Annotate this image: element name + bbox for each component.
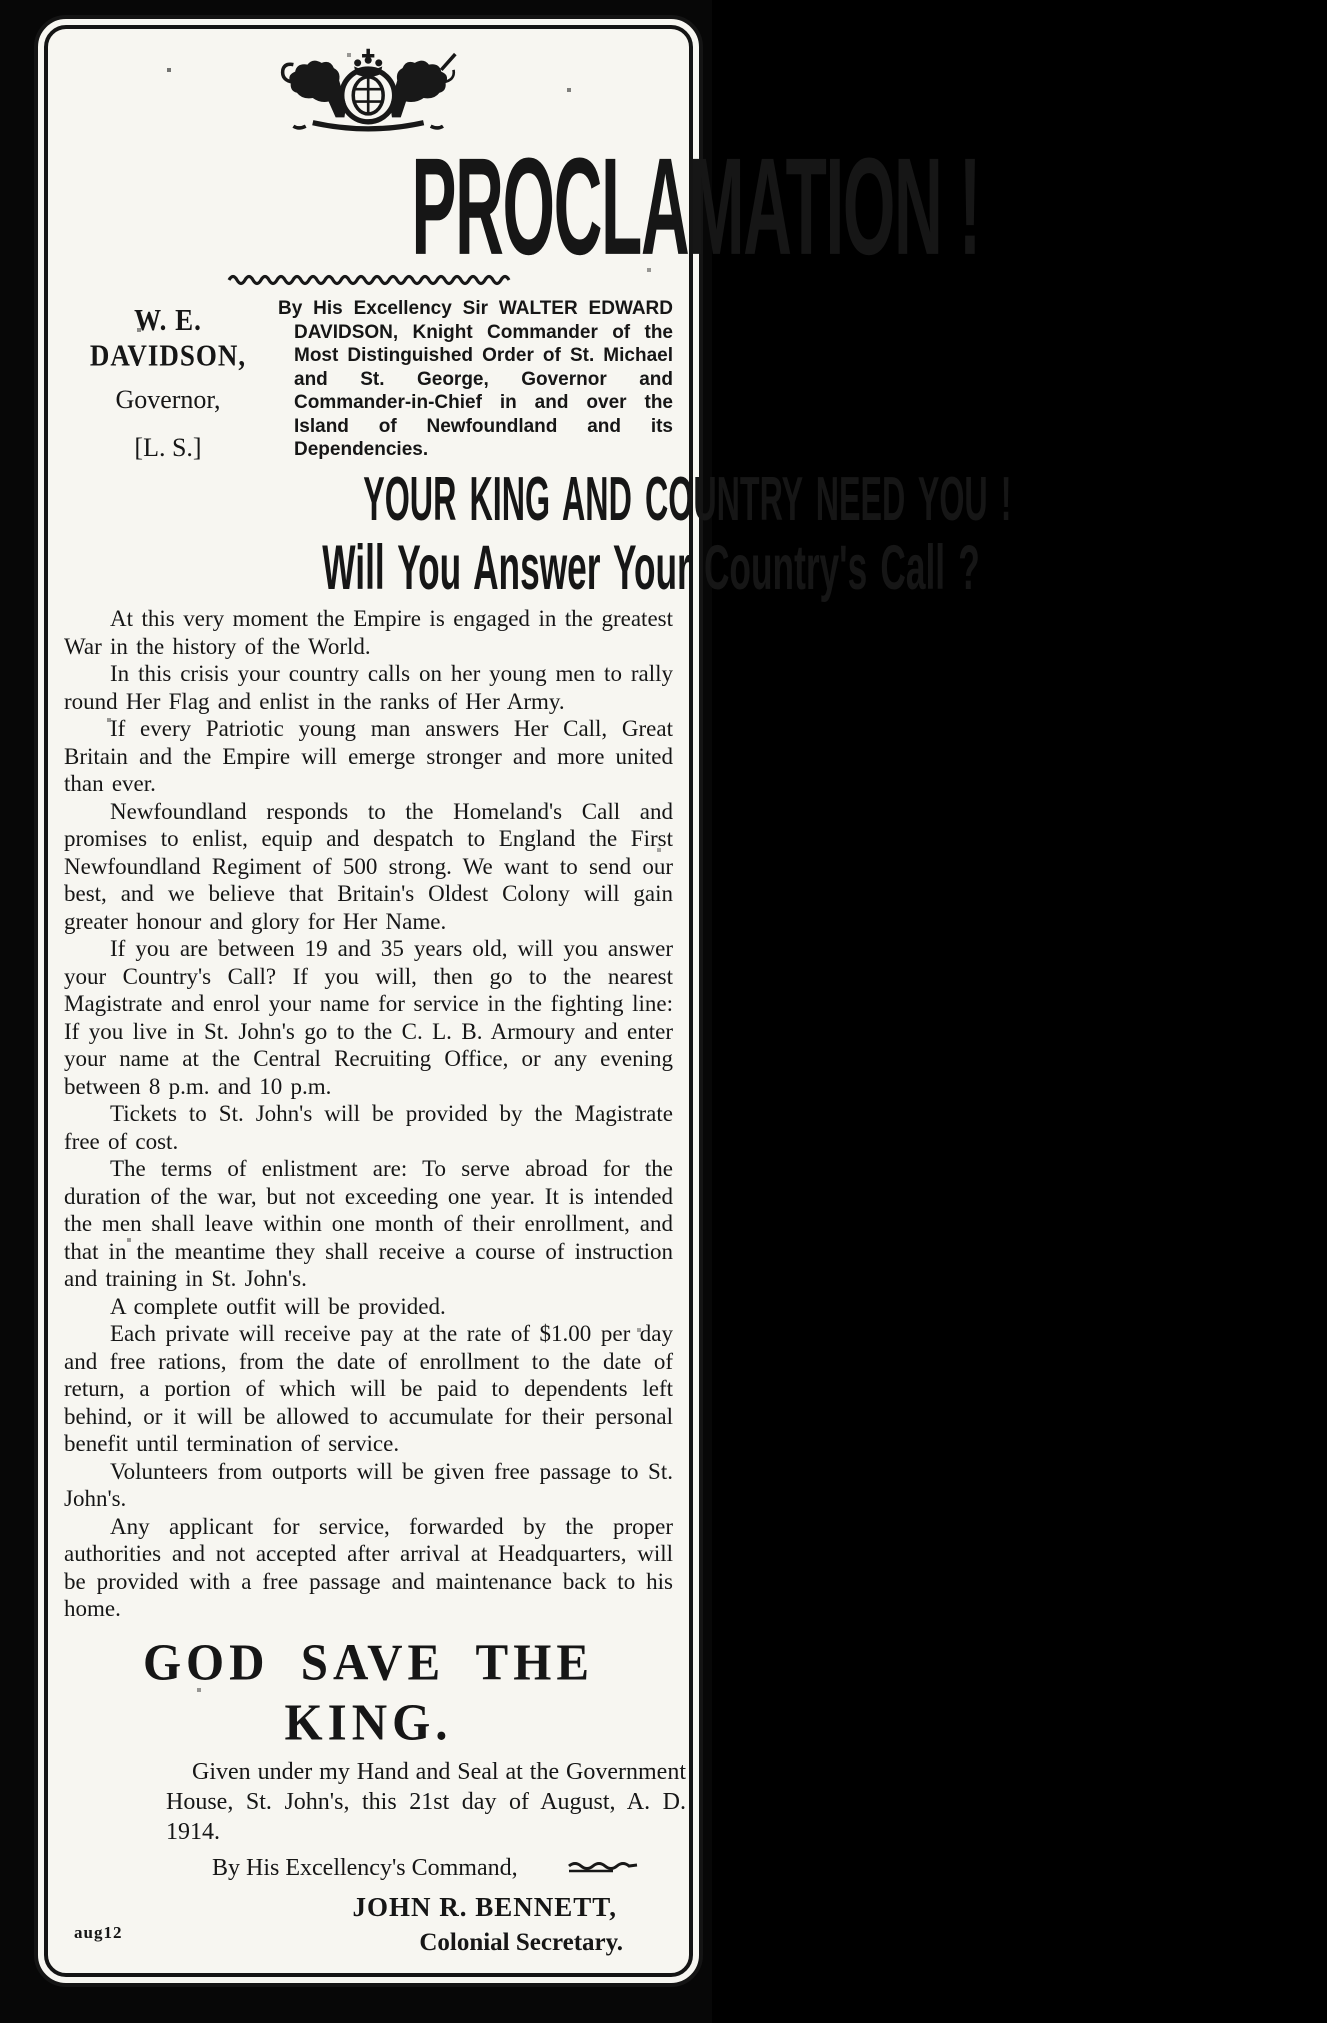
signature-name: JOHN R. BENNETT,	[352, 1891, 617, 1922]
seal-notation: [L. S.]	[134, 433, 202, 462]
page-title-row	[64, 128, 980, 284]
issuer-statement: By His Excellency Sir WALTER EDWARD DAVIDSON, Knight Commander of the Most Distinguished Order of St. Michael and St. George, Governor and Commander-in-Chief in and over the Island of Newfoundland and its Dependencies.	[278, 298, 673, 460]
body-paragraph: A complete outfit will be provided.	[110, 1293, 446, 1319]
body-paragraph: Newfoundland responds to the Homeland's Call and promises to enlist, equip and despatch to England the First Newfoundland Regiment of 500 strong. We want to send our best, and we believe that Britain's Oldest Colony will gain greater honour and glory for Her Name.	[64, 798, 673, 934]
royal-coat-of-arms-icon	[64, 47, 673, 140]
attestation-text: Given under my Hand and Seal at the Government House, St. John's, this 21st day of August, A. D. 1914.	[166, 1758, 686, 1845]
headline-row-1	[64, 465, 1012, 534]
headline-answer-call: Will You Answer Your Country's Call ?	[322, 533, 980, 603]
paper-specks	[48, 29, 50, 31]
body-paragraph: Any applicant for service, forwarded by the proper authorities and not accepted after arrival at Headquarters, will be provided with a free passage and maintenance back to his home.	[64, 1513, 673, 1621]
issuer-block	[64, 297, 673, 463]
body-paragraph: Tickets to St. John's will be provided by the Magistrate free of cost.	[64, 1101, 673, 1154]
proclamation-body	[64, 605, 673, 1623]
signature-title: Colonial Secretary.	[419, 1928, 623, 1956]
governor-title: Governor,	[115, 385, 221, 414]
body-paragraph: If you are between 19 and 35 years old, will you answer your Country's Call? If you will, then go to the nearest Magistrate and enrol your name for service in the fighting line: If you live in St. John's go to the C. L. B. Armoury and enter your name at the Central Recruiting Office, or any evening between 8 p.m. and 10 p.m.	[64, 936, 673, 1099]
god-save-the-king-slogan: GOD SAVE THE KING.	[142, 1632, 595, 1751]
proclamation-title: PROCLAMATION !	[411, 128, 980, 284]
clipping-border-outer	[34, 15, 1012, 1987]
printer-rule-squiggle-icon	[567, 1855, 639, 1882]
headline-king-country: YOUR KING AND COUNTRY NEED YOU !	[363, 465, 1012, 534]
command-line: By His Excellency's Command,	[212, 1854, 518, 1881]
body-paragraph: If every Patriotic young man answers Her Call, Great Britain and the Empire will emerge stronger and more united than ever.	[64, 716, 673, 796]
body-paragraph: Each private will receive pay at the rate of $1.00 per day and free rations, from the date of enrollment to the date of return, a portion of which will be paid to dependents left behind, or it will be allowed to accumulate for their personal benefit until termination of service.	[64, 1321, 673, 1456]
body-paragraph: Volunteers from outports will be given free passage to St. John's.	[64, 1458, 673, 1511]
command-row	[212, 1855, 639, 1882]
insertion-date-code: aug12	[74, 1923, 123, 1942]
clipping-border-inner	[44, 25, 1012, 1977]
body-paragraph: In this crisis your country calls on her young men to rally round Her Flag and enlist in the ranks of Her Army.	[64, 661, 673, 714]
headline-row-2	[64, 533, 980, 603]
issuer-left-column	[64, 297, 272, 463]
body-paragraph: The terms of enlistment are: To serve abroad for the duration of the war, but not exceeding one year. It is intended the men shall leave within one month of their enrollment, and that in the meantime they shall receive a course of instruction and training in St. John's.	[64, 1156, 673, 1291]
body-paragraph: At this very moment the Empire is engaged in the greatest War in the history of the World.	[64, 606, 673, 659]
governor-name: W. E. DAVIDSON,	[89, 302, 247, 373]
